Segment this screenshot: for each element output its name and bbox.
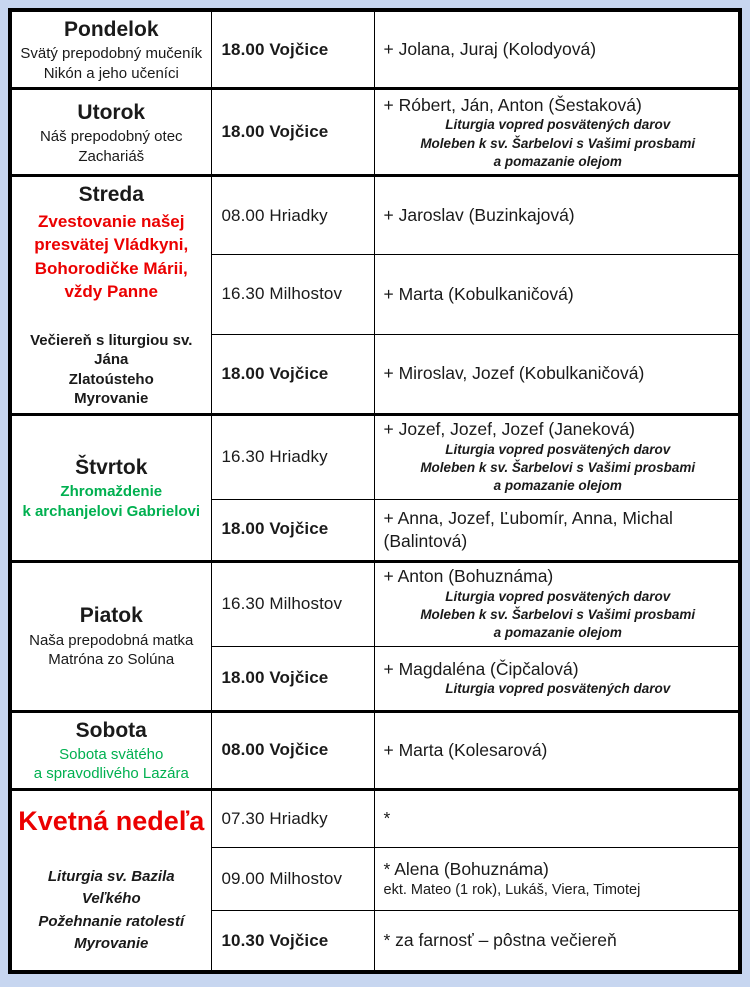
- time-place-cell: 16.30 Hriadky: [211, 414, 374, 499]
- schedule-body: [10, 10, 740, 972]
- day-line: Náš prepodobný otec: [39, 128, 183, 146]
- time-place-cell: 18.00 Vojčice: [211, 89, 374, 176]
- intention-cell: [374, 254, 740, 334]
- intention-cell: [374, 561, 740, 646]
- liturgy-note-line: a pomazanie olejom: [493, 625, 622, 641]
- liturgy-note-line: Liturgia vopred posvätených darov: [445, 442, 671, 458]
- intention-line: + Magdaléna (Čipčalová): [383, 658, 579, 679]
- day-cell-stvrtok: [10, 414, 211, 561]
- liturgy-note-line: Moleben k sv. Šarbelovi s Vašimi prosbami: [420, 460, 696, 476]
- day-line: Večiereň s liturgiou sv. Jána: [30, 331, 193, 368]
- schedule-row-stvrtok-0: [10, 414, 740, 499]
- time-place-cell: 16.30 Milhostov: [211, 254, 374, 334]
- time-place-cell: 08.00 Hriadky: [211, 176, 374, 255]
- intention-cell: [374, 646, 740, 711]
- day-cell-utorok: [10, 89, 211, 176]
- time-place-cell: 09.00 Milhostov: [211, 847, 374, 910]
- intention-cell: [374, 910, 740, 972]
- intention-line: + Anna, Jozef, Ľubomír, Anna, Michal (Balintová): [383, 507, 673, 551]
- intention-cell: [374, 176, 740, 255]
- schedule-row-pondelok-0: [10, 10, 740, 89]
- time-place-cell: 18.00 Vojčice: [211, 646, 374, 711]
- schedule-row-streda-0: [10, 176, 740, 255]
- day-cell-piatok: [10, 561, 211, 711]
- day-line: Zachariáš: [78, 147, 145, 165]
- day-line: Pondelok: [63, 18, 159, 41]
- liturgy-note-line: a pomazanie olejom: [493, 153, 622, 169]
- intention-cell: [374, 847, 740, 910]
- day-line: Zvestovanie našej: [38, 211, 185, 231]
- intention-cell: [374, 711, 740, 789]
- day-line: Myrovanie: [74, 935, 149, 953]
- intention-line: + Marta (Kobulkaničová): [383, 283, 574, 304]
- day-cell-sobota: [10, 711, 211, 789]
- liturgy-note-line: Moleben k sv. Šarbelovi s Vašimi prosbami: [420, 607, 696, 623]
- liturgy-note-line: a pomazanie olejom: [493, 478, 622, 494]
- intention-line: + Jozef, Jozef, Jozef (Janeková): [383, 419, 635, 440]
- intention-cell: [374, 334, 740, 414]
- time-place-cell: 18.00 Vojčice: [211, 334, 374, 414]
- liturgy-note-line: Liturgia vopred posvätených darov: [445, 117, 671, 133]
- liturgy-note-line: Liturgia vopred posvätených darov: [445, 681, 671, 697]
- spacer: [17, 839, 206, 866]
- day-line: a spravodlivého Lazára: [33, 765, 189, 783]
- day-line: vždy Panne: [64, 282, 159, 302]
- intention-line: * za farnosť – pôstna večiereň: [383, 930, 617, 951]
- schedule-row-sobota-0: [10, 711, 740, 789]
- day-line: Požehnanie ratolestí: [38, 912, 185, 930]
- day-cell-kvetna-nedela: [10, 789, 211, 972]
- intention-cell: [374, 10, 740, 89]
- day-line: Zhromaždenie: [60, 483, 163, 501]
- time-place-cell: 16.30 Milhostov: [211, 561, 374, 646]
- intention-line: ekt. Mateo (1 rok), Lukáš, Viera, Timotej: [383, 881, 641, 898]
- intention-line: + Marta (Kolesarová): [383, 739, 548, 760]
- time-place-cell: 08.00 Vojčice: [211, 711, 374, 789]
- day-line: Streda: [78, 183, 144, 207]
- day-line: Piatok: [79, 604, 143, 628]
- time-place-cell: 07.30 Hriadky: [211, 789, 374, 847]
- day-line: Sobota: [75, 718, 147, 742]
- schedule-row-piatok-0: [10, 561, 740, 646]
- day-line: Bohorodičke Márii,: [34, 258, 188, 278]
- day-line: Štvrtok: [75, 455, 148, 479]
- spacer: [17, 304, 206, 331]
- intention-line: + Anton (Bohuznáma): [383, 566, 554, 587]
- day-line: Sobota svätého: [59, 745, 164, 763]
- intention-line: + Jaroslav (Buzinkajová): [383, 205, 575, 226]
- day-line: Myrovanie: [74, 390, 149, 407]
- intention-cell: [374, 414, 740, 499]
- liturgy-note-line: Liturgia vopred posvätených darov: [445, 589, 671, 605]
- day-line: k archanjelovi Gabrielovi: [22, 502, 201, 520]
- schedule-row-utorok-0: [10, 89, 740, 176]
- day-line: presvätej Vládkyni,: [34, 235, 189, 255]
- intention-line: + Róbert, Ján, Anton (Šestaková): [383, 94, 642, 115]
- intention-cell: [374, 789, 740, 847]
- day-line: Naša prepodobná matka: [29, 631, 194, 649]
- time-place-cell: 10.30 Vojčice: [211, 910, 374, 972]
- time-place-cell: 18.00 Vojčice: [211, 10, 374, 89]
- day-cell-streda: [10, 176, 211, 414]
- day-cell-pondelok: [10, 10, 211, 89]
- intention-line: + Jolana, Juraj (Kolodyová): [383, 39, 597, 60]
- intention-cell: [374, 499, 740, 561]
- intention-line: * Alena (Bohuznáma): [383, 859, 549, 880]
- intention-line: *: [383, 808, 391, 829]
- day-line: Utorok: [77, 100, 146, 124]
- liturgical-schedule-table: [8, 8, 742, 974]
- day-line: Matróna zo Solúna: [48, 651, 175, 669]
- time-place-cell: 18.00 Vojčice: [211, 499, 374, 561]
- day-line: Nikón a jeho učeníci: [43, 64, 179, 82]
- intention-line: + Miroslav, Jozef (Kobulkaničová): [383, 363, 645, 384]
- day-line: Zlatoústeho: [68, 370, 154, 388]
- day-line: Svätý prepodobný mučeník: [20, 45, 203, 63]
- day-line: Kvetná nedeľa: [18, 806, 205, 837]
- day-line: Liturgia sv. Bazila Veľkého: [47, 867, 175, 908]
- liturgy-note-line: Moleben k sv. Šarbelovi s Vašimi prosbami: [420, 135, 696, 151]
- intention-cell: [374, 89, 740, 176]
- schedule-row-kvetna-nedela-0: [10, 789, 740, 847]
